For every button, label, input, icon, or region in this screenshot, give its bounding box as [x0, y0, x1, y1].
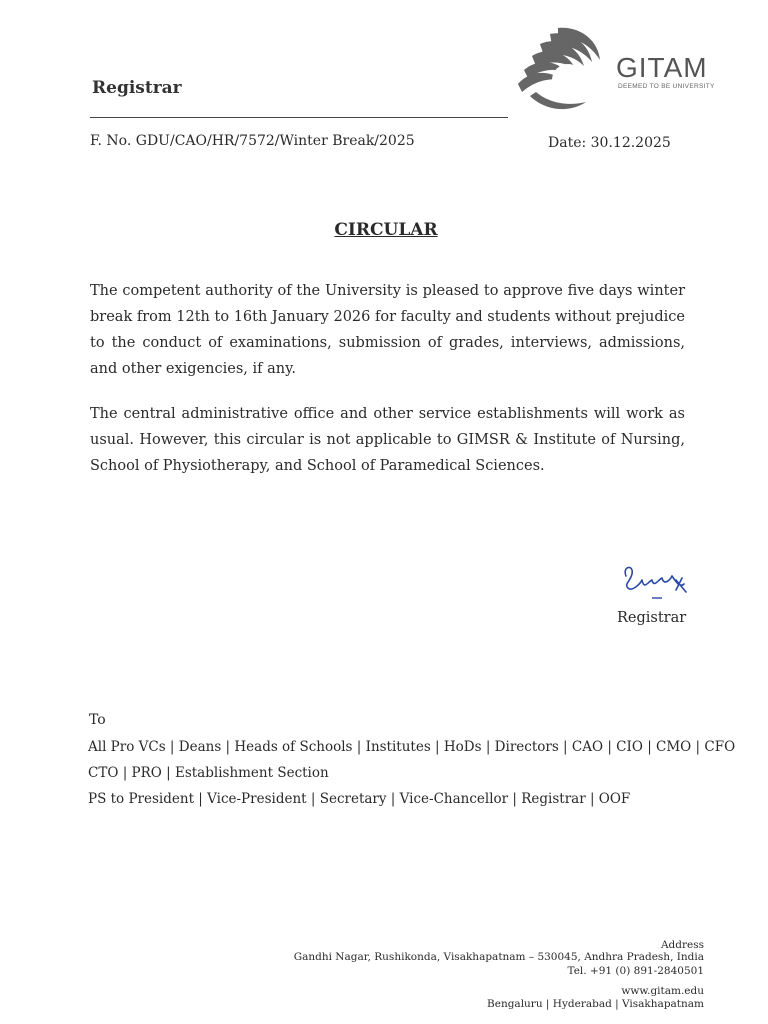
recipient-line: PS to President | Vice-President | Secretary | Vice-Chancellor | Registrar | OOF: [88, 791, 631, 807]
footer-website: www.gitam.edu: [621, 985, 704, 997]
gitam-logo: [510, 22, 730, 114]
gitam-swirl-icon: [510, 22, 610, 114]
recipient-line: CTO | PRO | Establishment Section: [88, 765, 329, 781]
body-paragraph: The central administrative office and other service establishments will work as usual. However, this circular is not applicable to GIMSR & Institute of Nursing, School of Physiotherapy, and School of Paramedical Sciences.: [90, 406, 685, 474]
recipient-line: All Pro VCs | Deans | Heads of Schools | Institutes | HoDs | Directors | CAO | CIO | CMO | CFO: [88, 739, 736, 755]
body-paragraph: The competent authority of the University is pleased to approve five days winter break from 12th to 16th January 2026 for faculty and students without prejudice to the conduct of examinations, submission of grades, interviews, admissions, and other exigencies, if any.: [90, 283, 685, 377]
logo-tagline: DEEMED TO BE UNIVERSITY: [618, 83, 715, 90]
signatory-label: Registrar: [617, 610, 687, 626]
footer-address-heading: Address: [660, 939, 704, 951]
circular-heading: CIRCULAR: [334, 220, 438, 240]
signature-icon: [618, 562, 692, 610]
file-number: F. No. GDU/CAO/HR/7572/Winter Break/2025: [90, 133, 415, 149]
footer-campuses: Bengaluru | Hyderabad | Visakhapatnam: [487, 998, 704, 1010]
office-title: Registrar: [92, 78, 182, 98]
circular-date: Date: 30.12.2025: [548, 135, 671, 151]
footer-address: Gandhi Nagar, Rushikonda, Visakhapatnam – 530045, Andhra Pradesh, India: [293, 951, 704, 963]
to-label: To: [89, 712, 106, 728]
header-divider: [90, 117, 508, 118]
logo-wordmark: GITAM: [616, 52, 708, 83]
footer-telephone: Tel. +91 (0) 891-2840501: [567, 965, 704, 977]
